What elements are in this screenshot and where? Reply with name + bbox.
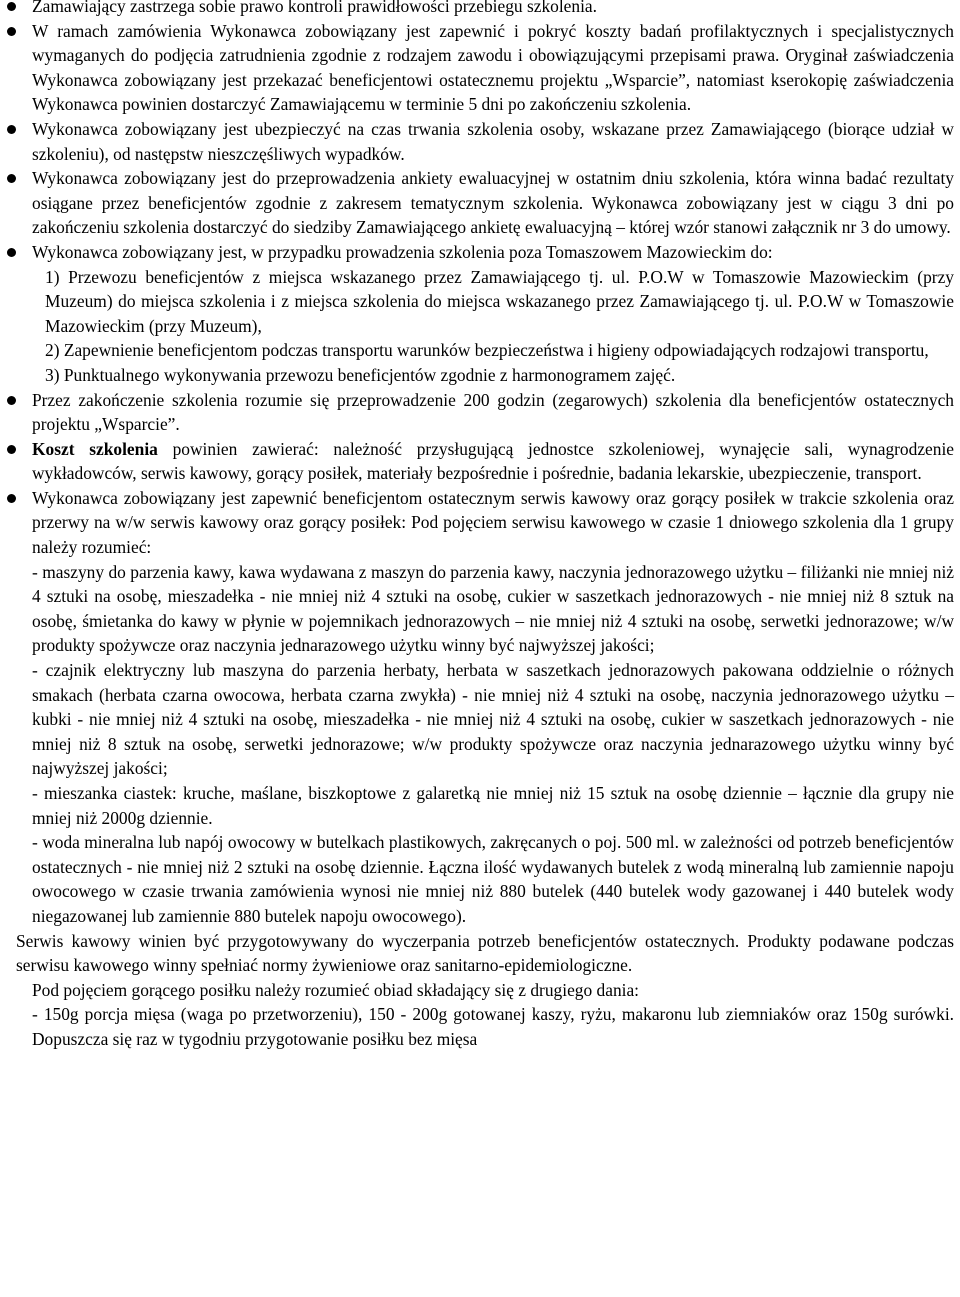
bullet-icon: [7, 2, 16, 11]
paragraph: Wykonawca zobowiązany jest zapewnić beneficjentom ostatecznym serwis kawowy oraz gorący posiłek w trakcie szkolenia oraz przerwy na w/w serwis kawowy oraz gorący posiłek: Pod pojęciem serwisu kawowego w czasie 1 dniowego szkolenia dla 1 grupy należy rozumieć:: [32, 487, 954, 558]
bullet-icon: [7, 396, 16, 405]
coffee-item: - maszyny do parzenia kawy, kawa wydawana z maszyn do parzenia kawy, naczynia jednorazowego użytku – filiżanki nie mniej niż 4 sztuki na osobę, mieszadełka - nie mniej niż 4 sztuki na osobę, cukier w saszetkach jednorazowych - nie mniej niż 8 sztuk na osobę, śmietanka do kawy w płynie w pojemnikach jednorazowych – nie mniej niż 4 sztuki na osobę, serwetki jednorazowe; w/w produkty spożywcze oraz naczynia jednarazowego użytku winny być najwyższej jakości;: [32, 561, 954, 656]
meal-item: - 150g porcja mięsa (waga po przetworzeniu), 150 - 200g gotowanej kaszy, ryżu, makaronu lub ziemniaków oraz 150g surówki. Dopuszcza się raz w tygodniu przygotowanie posiłku bez mięsa: [32, 1004, 954, 1049]
bullet-icon: [7, 174, 16, 183]
coffee-item: - woda mineralna lub napój owocowy w butelkach plastikowych, zakręcanych o poj. 500 ml. w zależności od potrzeb beneficjentów ostatecznych - nie mniej niż 2 sztuki na osobę dziennie. Łączna ilość wydawanych butelek z wodą mineralną lub zamiennie napoju owocowego w czasie trwania zamówienia wynosi nie mniej niż 880 butelek (440 butelek wody gazowanej i 440 butelek wody niegazowanej lub zamiennie 880 butelek napoju owocowego).: [32, 832, 954, 926]
bullet-icon: [7, 494, 16, 503]
list-item: [0, 0, 960, 19]
bullet-icon: [7, 248, 16, 257]
closing-paragraph: Serwis kawowy winien być przygotowywany do wyczerpania potrzeb beneficjentów ostatecznych. Produkty podawane podczas serwisu kawowego winny spełniać normy żywieniowe oraz sanitarno-epidemiologiczne.: [16, 930, 954, 976]
paragraph: Przez zakończenie szkolenia rozumie się przeprowadzenie 200 godzin (zegarowych) szkolenia dla beneficjentów ostatecznych projektu „Wsparcie”.: [32, 389, 954, 435]
paragraph: Wykonawca zobowiązany jest ubezpieczyć na czas trwania szkolenia osoby, wskazane przez Zamawiającego (biorące udział w szkoleniu), od następstw nieszczęśliwych wypadków.: [32, 118, 954, 164]
paragraph: W ramach zamówienia Wykonawca zobowiązany jest zapewnić i pokryć koszty badań profilaktycznych i specjalistycznych wymaganych do podjęcia zatrudnienia zgodnie z rodzajem zawodu i obowiązującymi przepisami prawa. Oryginał zaświadczenia Wykonawca zobowiązany jest przekazać beneficjentowi ostatecznemu projektu „Wsparcie”, natomiast kserokopię zaświadczenia Wykonawca powinien dostarczyć Zamawiającemu w terminie 5 dni po zakończeniu szkolenia.: [32, 20, 954, 115]
list-item: [0, 117, 960, 166]
paragraph: powinien zawierać: należność przysługującą jednostce szkoleniowej, wynajęcie sali, wynagrodzenie wykładowców, serwis kawowy, gorący posiłek, materiały bezpośrednie i pośrednie, badania lekarskie, ubezpieczenie, transport.: [32, 438, 955, 484]
meal-intro: Pod pojęciem gorącego posiłku należy rozumieć obiad składający się z drugiego dania:: [32, 979, 640, 1000]
bold-label: Koszt szkolenia: [32, 438, 158, 459]
paragraph: Zamawiający zastrzega sobie prawo kontroli prawidłowości przebiegu szkolenia.: [32, 0, 597, 16]
transport-item: 1) Przewozu beneficjentów z miejsca wskazanego przez Zamawiającego tj. ul. P.O.W w Tomaszowie Mazowieckim (przy Muzeum) do miejsca szkolenia i z miejsca szkolenia do miejsca wskazanego przez Zamawiającego tj. ul. P.O.W w Tomaszowie Mazowieckim (przy Muzeum),: [45, 266, 954, 336]
coffee-item: - czajnik elektryczny lub maszyna do parzenia herbaty, herbata w saszetkach jednorazowych pakowana oddzielnie o różnych smakach (herbata czarna owocowa, herbata czarna zwykła) - nie mniej niż 4 sztuki na osobę, naczynia jednorazowego użytku – kubki - nie mniej niż 4 sztuki na osobę, mieszadełka - nie mniej niż 4 sztuki na osobę, cukier w saszetkach jednorazowych - nie mniej niż 8 sztuk na osobę, serwetki jednorazowe; w/w produkty spożywcze oraz naczynia jednarazowego użytku winny być najwyższej jakości;: [32, 660, 954, 779]
transport-item: 3) Punktualnego wykonywania przewozu beneficjentów zgodnie z harmonogramem zajęć.: [45, 364, 676, 385]
list-item: [0, 19, 960, 117]
list-item: [0, 437, 960, 486]
bullet-icon: [7, 445, 16, 454]
transport-item: 2) Zapewnienie beneficjentom podczas transportu warunków bezpieczeństwa i higieny odpowiadających rodzajowi transportu,: [45, 340, 929, 361]
list-item: [0, 388, 960, 437]
paragraph: Wykonawca zobowiązany jest do przeprowadzenia ankiety ewaluacyjnej w ostatnim dniu szkolenia, która winna badać rezultaty osiągane przez beneficjentów zgodnie z zakresem tematycznym szkolenia. Wykonawca zobowiązany jest w ciągu 3 dni po zakończeniu szkolenia dostarczyć do siedziby Zamawiającego ankietę ewaluacyjną – której wzór stanowi załącznik nr 3 do umowy.: [32, 168, 954, 238]
bullet-icon: [7, 125, 16, 134]
list-item: [0, 166, 960, 240]
list-item: [0, 486, 960, 560]
paragraph: Wykonawca zobowiązany jest, w przypadku prowadzenia szkolenia poza Tomaszowem Mazowieckim do:: [32, 241, 773, 262]
coffee-item: - mieszanka ciastek: kruche, maślane, biszkoptowe z galaretką nie mniej niż 15 sztuk na osobę dziennie – łącznie dla grupy nie mniej niż 2000g dziennie.: [32, 783, 954, 828]
bullet-icon: [7, 27, 16, 36]
list-item: [0, 240, 960, 265]
